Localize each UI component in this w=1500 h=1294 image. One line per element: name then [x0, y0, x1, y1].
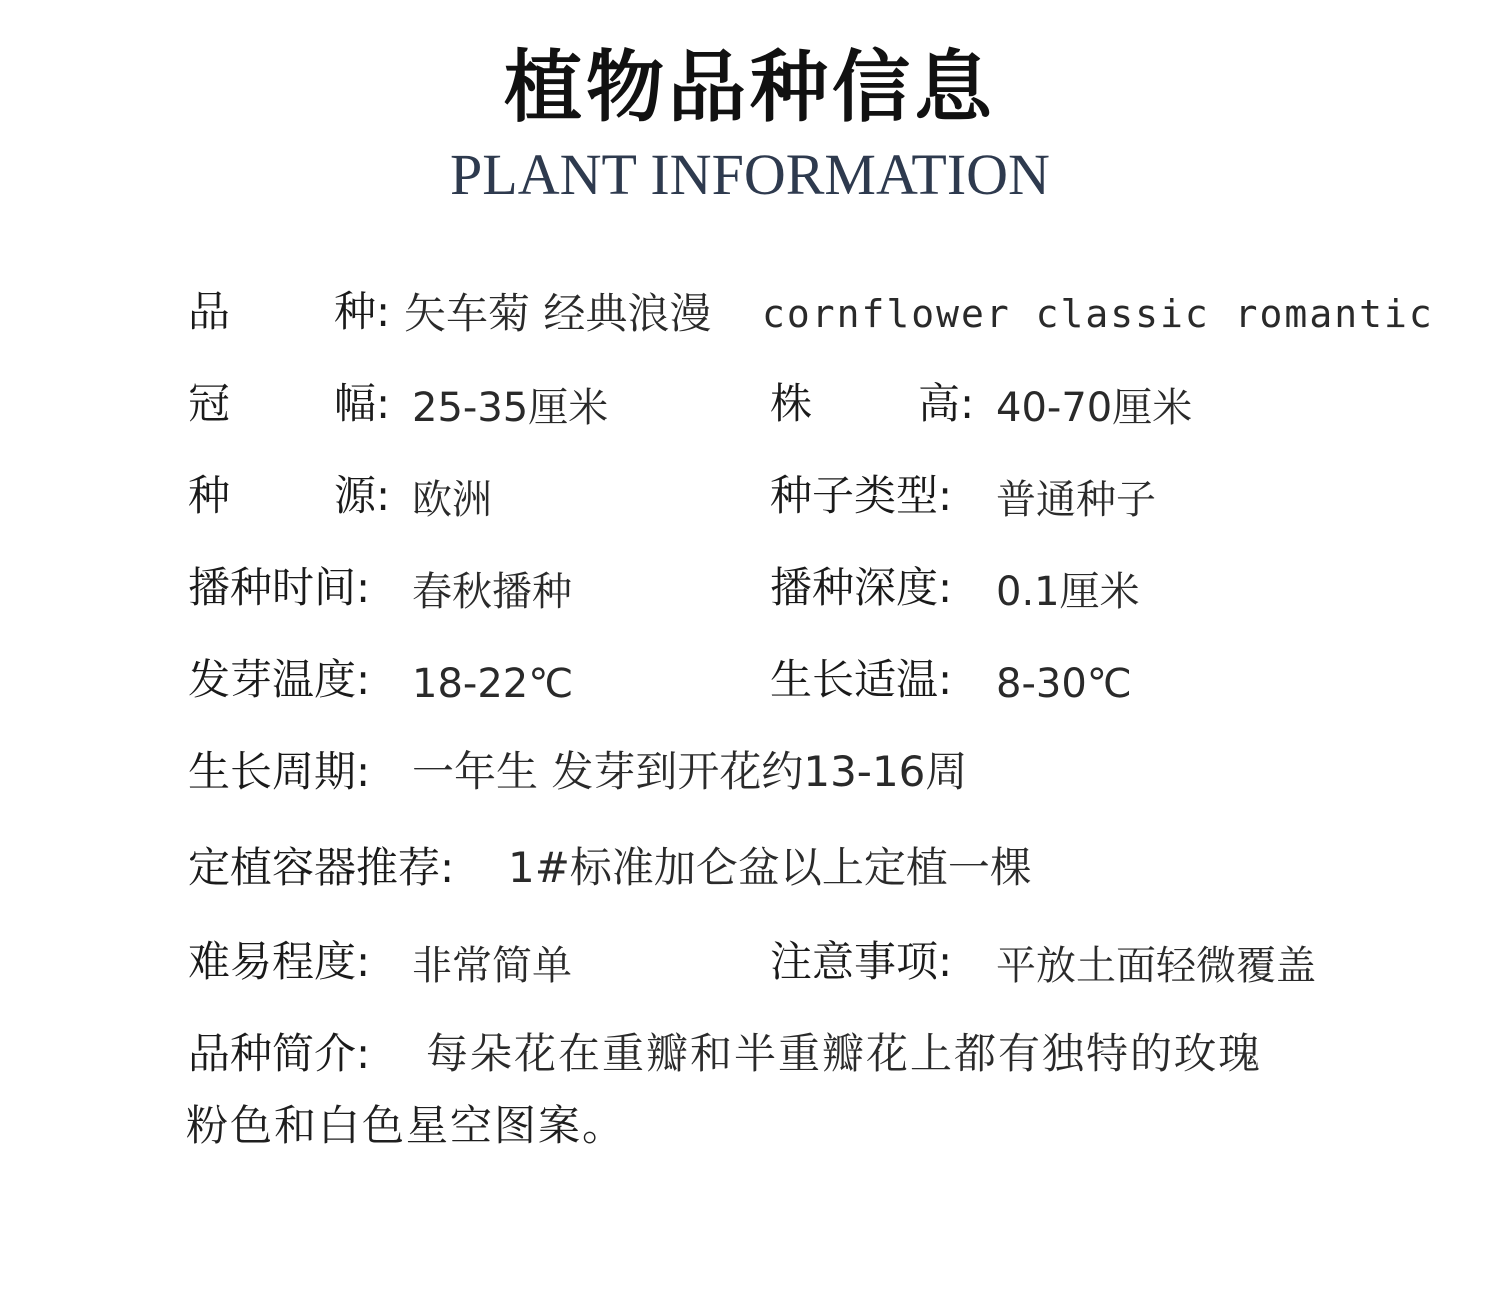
sowing-depth-label: 播种深度: — [770, 563, 953, 612]
notes-value: 平放土面轻微覆盖 — [996, 943, 1316, 989]
difficulty-value: 非常简单 — [412, 943, 572, 989]
growth-temp-label: 生长适温: — [770, 655, 953, 704]
intro-label: 品种简介: — [188, 1029, 371, 1078]
origin-value: 欧洲 — [412, 477, 492, 523]
intro-row — [0, 1024, 1500, 1084]
sowing-time-value: 春秋播种 — [412, 569, 572, 615]
variety-label-char-1: 品 — [188, 287, 231, 336]
intro-line-2: 粉色和白色星空图案。 — [186, 1101, 627, 1150]
page-subtitle: PLANT INFORMATION — [450, 142, 1050, 207]
intro-line-1: 每朵花在重瓣和半重瓣花上都有独特的玫瑰 — [426, 1029, 1263, 1078]
origin-row — [0, 466, 1500, 526]
crown-value: 25-35厘米 — [412, 385, 609, 431]
variety-value-cn: 矢车菊 经典浪漫 — [404, 289, 712, 338]
variety-label-char-2: 种: — [334, 287, 391, 336]
page-title: 植物品种信息 — [503, 43, 996, 133]
origin-label-char-1: 种 — [188, 471, 231, 520]
seed-type-label: 种子类型: — [770, 471, 953, 520]
height-label-char-2: 高: — [918, 379, 975, 428]
growth-cycle-label: 生长周期: — [188, 747, 371, 796]
growth-temp-value: 8-30℃ — [996, 661, 1132, 707]
container-label: 定植容器推荐: — [188, 843, 455, 892]
container-value: 1#标准加仑盆以上定植一棵 — [508, 843, 1032, 892]
container-row — [0, 838, 1500, 898]
seed-type-value: 普通种子 — [996, 477, 1156, 523]
germination-temp-label: 发芽温度: — [188, 655, 371, 704]
sowing-row — [0, 558, 1500, 618]
notes-label: 注意事项: — [770, 937, 953, 986]
height-label-char-1: 株 — [770, 379, 813, 428]
crown-label-char-1: 冠 — [188, 379, 231, 428]
origin-label-char-2: 源: — [334, 471, 391, 520]
height-value: 40-70厘米 — [996, 385, 1193, 431]
variety-row — [0, 282, 1500, 342]
germination-temp-value: 18-22℃ — [412, 661, 574, 707]
growth-cycle-value: 一年生 发芽到开花约13-16周 — [412, 747, 968, 796]
sowing-depth-value: 0.1厘米 — [996, 569, 1140, 615]
size-row — [0, 374, 1500, 434]
difficulty-label: 难易程度: — [188, 937, 371, 986]
crown-label-char-2: 幅: — [334, 379, 391, 428]
variety-value-en: cornflower classic romantic — [762, 292, 1434, 336]
growth-cycle-row — [0, 742, 1500, 802]
difficulty-row — [0, 932, 1500, 992]
temperature-row — [0, 650, 1500, 710]
sowing-time-label: 播种时间: — [188, 563, 371, 612]
